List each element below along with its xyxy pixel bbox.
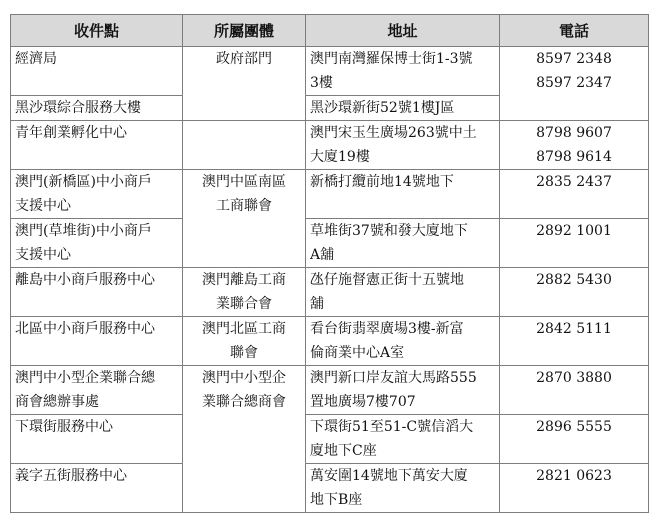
- cell-text: 義字五街服務中心: [15, 468, 127, 484]
- cell-point: [11, 170, 183, 219]
- table-row: [11, 317, 649, 366]
- cell-text: 地下B座: [310, 492, 363, 508]
- cell-text: 支援中心: [15, 198, 71, 214]
- cell-text: 下環街51至51-C號信滔大: [310, 419, 474, 435]
- cell-organization: [183, 317, 306, 366]
- cell-text: 置地廣場7樓707: [310, 394, 416, 410]
- cell-text: 2882 5430: [536, 272, 612, 288]
- cell-text: 澳門(草堆街)中小商戶: [15, 223, 152, 239]
- cell-text: 8597 2347: [536, 75, 612, 91]
- cell-text: 8798 9614: [536, 149, 612, 165]
- cell-address: [306, 121, 500, 170]
- cell-text: 黑沙環新街52號1樓J區: [310, 100, 455, 116]
- header-organization: 所屬團體: [183, 15, 306, 47]
- header-address: 地址: [306, 15, 500, 47]
- cell-text: 2821 0623: [536, 468, 612, 484]
- cell-phone: [500, 464, 649, 513]
- cell-text: 看台街翡翠廣場3樓-新富: [310, 321, 464, 337]
- cell-text: 經濟局: [15, 51, 57, 67]
- table-row: [11, 268, 649, 317]
- cell-text: 澳門北區工商: [202, 321, 286, 337]
- cell-organization: [183, 121, 306, 170]
- cell-address: [306, 415, 500, 464]
- cell-text: 澳門中小型企: [202, 370, 286, 386]
- cell-text: 支援中心: [15, 247, 71, 263]
- cell-text: 8597 2348: [536, 51, 612, 67]
- collection-points-table: [10, 14, 649, 513]
- cell-phone: [500, 415, 649, 464]
- cell-phone: [500, 47, 649, 121]
- cell-text: 新橋打纜前地14號地下: [310, 174, 454, 190]
- table-row: [11, 121, 649, 170]
- cell-text: 澳門離島工商: [202, 272, 286, 288]
- cell-point: [11, 464, 183, 513]
- cell-text: 澳門宋玉生廣場263號中土: [310, 125, 477, 141]
- cell-address: [306, 317, 500, 366]
- cell-text: 青年創業孵化中心: [15, 125, 127, 141]
- cell-text: A舖: [310, 247, 335, 263]
- cell-text: 2835 2437: [536, 174, 612, 190]
- cell-text: 北區中小商戶服務中心: [15, 321, 155, 337]
- cell-text: 下環街服務中心: [15, 419, 113, 435]
- cell-address: [306, 47, 500, 96]
- table-row: [11, 170, 649, 219]
- cell-address: [306, 219, 500, 268]
- cell-address: [306, 170, 500, 219]
- cell-phone: [500, 366, 649, 415]
- cell-text: 2870 3880: [536, 370, 612, 386]
- table-row: [11, 47, 649, 96]
- cell-organization: [183, 170, 306, 268]
- cell-point: [11, 47, 183, 96]
- cell-text: 業聯合會: [216, 296, 272, 312]
- cell-phone: [500, 219, 649, 268]
- table-row: [11, 464, 649, 513]
- cell-point: [11, 219, 183, 268]
- cell-text: 黑沙環綜合服務大樓: [15, 100, 141, 116]
- cell-point: [11, 317, 183, 366]
- table-row: [11, 219, 649, 268]
- cell-text: 澳門中小型企業聯合總: [15, 370, 155, 386]
- cell-text: 澳門新口岸友誼大馬路555: [310, 370, 477, 386]
- cell-text: 倫商業中心A室: [310, 345, 405, 361]
- cell-text: 3樓: [310, 75, 333, 91]
- table-row: [11, 366, 649, 415]
- cell-text: 澳門(新橋區)中小商戶: [15, 174, 152, 190]
- cell-text: 萬安圍14號地下萬安大廈: [310, 468, 468, 484]
- cell-point: [11, 96, 183, 121]
- cell-text: 8798 9607: [536, 125, 612, 141]
- cell-address: [306, 366, 500, 415]
- cell-text: 工商聯會: [216, 198, 272, 214]
- cell-text: 商會總辦事處: [15, 394, 99, 410]
- cell-text: 澳門中區南區: [202, 174, 286, 190]
- cell-text: 業聯合總商會: [202, 394, 286, 410]
- cell-organization: [183, 268, 306, 317]
- cell-text: 2892 1001: [536, 223, 612, 239]
- cell-phone: [500, 170, 649, 219]
- header-phone: 電話: [500, 15, 649, 47]
- cell-address: [306, 464, 500, 513]
- cell-text: 澳門南灣羅保博士街1-3號: [310, 51, 473, 67]
- cell-text: 政府部門: [216, 51, 272, 67]
- cell-text: 離島中小商戶服務中心: [15, 272, 155, 288]
- cell-phone: [500, 121, 649, 170]
- header-row: [11, 15, 649, 47]
- cell-organization: [183, 47, 306, 121]
- cell-text: 草堆街37號和發大廈地下: [310, 223, 468, 239]
- cell-phone: [500, 317, 649, 366]
- cell-phone: [500, 268, 649, 317]
- cell-text: 2896 5555: [536, 419, 612, 435]
- cell-address: [306, 268, 500, 317]
- table-row: [11, 415, 649, 464]
- cell-point: [11, 268, 183, 317]
- cell-text: 2842 5111: [536, 321, 612, 337]
- cell-point: [11, 121, 183, 170]
- cell-point: [11, 415, 183, 464]
- cell-text: 廈地下C座: [310, 443, 377, 459]
- cell-point: [11, 366, 183, 415]
- cell-text: 舖: [310, 296, 324, 312]
- cell-address: [306, 96, 500, 121]
- cell-text: 氹仔施督憲正街十五號地: [310, 272, 464, 288]
- cell-organization: [183, 366, 306, 513]
- cell-text: 大廈19樓: [310, 149, 370, 165]
- header-collection-point: 收件點: [11, 15, 183, 47]
- cell-text: 聯會: [230, 345, 258, 361]
